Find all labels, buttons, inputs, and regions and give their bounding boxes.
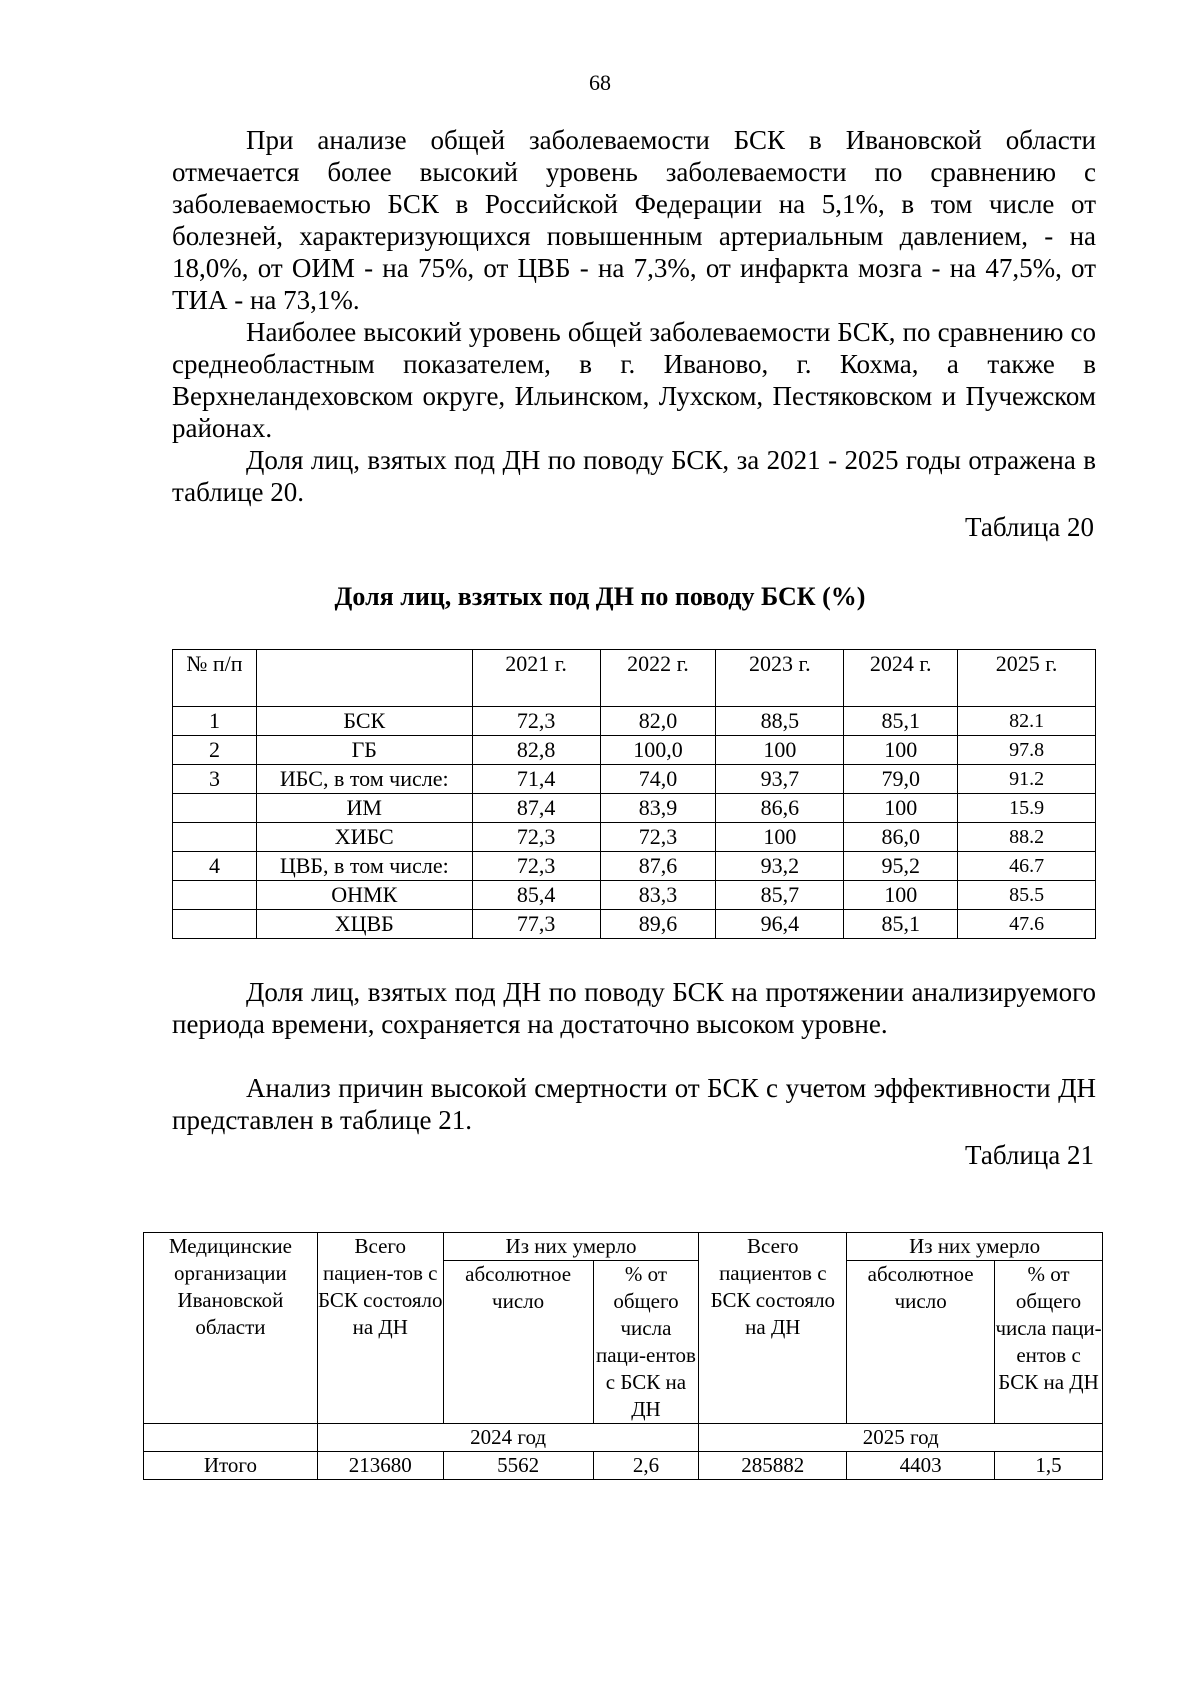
table-cell: 87,6 [600,852,716,881]
table-cell: ЦВБ, в том числе: [256,852,472,881]
table20-header-row [173,650,1096,707]
table-cell: 82,8 [472,736,600,765]
table-cell: 5562 [443,1452,593,1480]
table21-header-total-2025: Всего пациентов с БСК состояло на ДН [699,1233,847,1424]
table-row [173,910,1096,939]
table21-year-row [144,1424,1103,1452]
table-cell: 100 [844,736,958,765]
table-cell: ГБ [256,736,472,765]
table21-header-pct-2025: % от общего числа паци-ентов с БСК на ДН [995,1261,1103,1424]
table20-title: Доля лиц, взятых под ДН по поводу БСК (%) [334,582,866,611]
table-cell [173,794,257,823]
table-cell: 100 [716,823,844,852]
table21-header-total-2024: Всего пациен-тов с БСК состояло на ДН [317,1233,443,1424]
table21-header-died-2024: Из них умерло [443,1233,699,1261]
table-cell: 285882 [699,1452,847,1480]
table-cell: 77,3 [472,910,600,939]
table-cell: 87,4 [472,794,600,823]
table-row [173,765,1096,794]
table21-header-org: Медицинские организации Ивановской области [144,1233,318,1424]
table-cell: 95,2 [844,852,958,881]
table-cell: 1 [173,707,257,736]
table-cell: 100 [716,736,844,765]
table-cell: 96,4 [716,910,844,939]
paragraph-table20-intro: Доля лиц, взятых под ДН по поводу БСК, за 2021 - 2025 годы отражена в таблице 20. [172,445,1096,507]
table-row [173,794,1096,823]
table-cell: 2,6 [593,1452,699,1480]
table-row [173,881,1096,910]
table-cell: 100 [844,794,958,823]
table-cell: 2 [173,736,257,765]
table-cell: ИМ [256,794,472,823]
table-cell: 74,0 [600,765,716,794]
table-cell: 4403 [847,1452,995,1480]
table-cell: 15.9 [958,794,1096,823]
table-cell: 47.6 [958,910,1096,939]
table-cell: ХИБС [256,823,472,852]
table-cell: ИБС, в том числе: [256,765,472,794]
table-cell: 85,1 [844,707,958,736]
table21-header-abs-2025: абсолютное число [847,1261,995,1424]
table21-header-row [144,1233,1103,1261]
table-cell: БСК [256,707,472,736]
table-cell: 85,7 [716,881,844,910]
table-cell: 213680 [317,1452,443,1480]
table-cell: 93,7 [716,765,844,794]
table-cell: 72,3 [472,707,600,736]
table21-year-2025: 2025 год [699,1424,1103,1452]
table-cell: 72,3 [472,852,600,881]
table-cell: 88,5 [716,707,844,736]
page-number: 68 [589,70,611,95]
table20-header-cell [256,650,472,707]
table21-year-2024: 2024 год [317,1424,699,1452]
table-cell: 82,0 [600,707,716,736]
table-row [173,736,1096,765]
paragraph-table21-intro: Анализ причин высокой смертности от БСК с учетом эффективности ДН представлен в таблице 21. [172,1073,1096,1135]
table-cell: 83,9 [600,794,716,823]
table-cell: 100 [844,881,958,910]
table-cell: Итого [144,1452,318,1480]
table20-label: Таблица 20 [965,512,1094,542]
table-cell: 93,2 [716,852,844,881]
table-row [173,707,1096,736]
table-cell: 3 [173,765,257,794]
table21 [143,1232,1103,1480]
table21-label: Таблица 21 [965,1140,1094,1170]
table-cell: 72,3 [600,823,716,852]
table-cell: 97.8 [958,736,1096,765]
table21-header-died-2025: Из них умерло [847,1233,1103,1261]
table21-header-pct-2024: % от общего числа паци-ентов с БСК на ДН [593,1261,699,1424]
table20-header-cell: 2022 г. [600,650,716,707]
table21-header-abs-2024: абсолютное число [443,1261,593,1424]
table20-header-cell: 2023 г. [716,650,844,707]
table-cell [173,910,257,939]
table-cell: 79,0 [844,765,958,794]
table-cell: 86,6 [716,794,844,823]
table-cell: ХЦВБ [256,910,472,939]
table-row [173,852,1096,881]
table21-year-empty [144,1424,318,1452]
table-cell: 46.7 [958,852,1096,881]
table-cell: 85,1 [844,910,958,939]
table-cell [173,881,257,910]
table20 [172,649,1096,939]
table-cell: ОНМК [256,881,472,910]
table-cell: 83,3 [600,881,716,910]
table20-header-cell: 2021 г. [472,650,600,707]
table20-header-cell: № п/п [173,650,257,707]
paragraph-table20-conclusion: Доля лиц, взятых под ДН по поводу БСК на протяжении анализируемого периода времени, сохраняется на достаточно высоком уровне. [172,977,1096,1039]
table-cell: 4 [173,852,257,881]
table-cell: 86,0 [844,823,958,852]
table-row [173,823,1096,852]
paragraph-incidence: При анализе общей заболеваемости БСК в Ивановской области отмечается более высокий уровень заболеваемости по сравнению с заболеваемостью БСК в Российской Федерации на 5,1%, в том числе от болезней, характеризующихся повышенным артериальным давлением, - на 18,0%, от ОИМ - на 75%, от ЦВБ - на 7,3%, от инфаркта мозга - на 47,5%, от ТИА - на 73,1%. [172,125,1096,315]
table-row [144,1452,1103,1480]
table-cell: 82.1 [958,707,1096,736]
table-cell: 71,4 [472,765,600,794]
table-cell: 100,0 [600,736,716,765]
table-cell: 72,3 [472,823,600,852]
table-cell: 1,5 [995,1452,1103,1480]
table-cell: 85.5 [958,881,1096,910]
table20-header-cell: 2024 г. [844,650,958,707]
table-cell: 91.2 [958,765,1096,794]
table20-header-cell: 2025 г. [958,650,1096,707]
table-cell: 85,4 [472,881,600,910]
table-cell [173,823,257,852]
table-cell: 88.2 [958,823,1096,852]
table-cell: 89,6 [600,910,716,939]
paragraph-highest-level: Наиболее высокий уровень общей заболеваемости БСК, по сравнению со среднеобластным показателем, в г. Иваново, г. Кохма, а также в Верхнеландеховском округе, Ильинском, Лухском, Пестяковском и Пучежском районах. [172,317,1096,443]
